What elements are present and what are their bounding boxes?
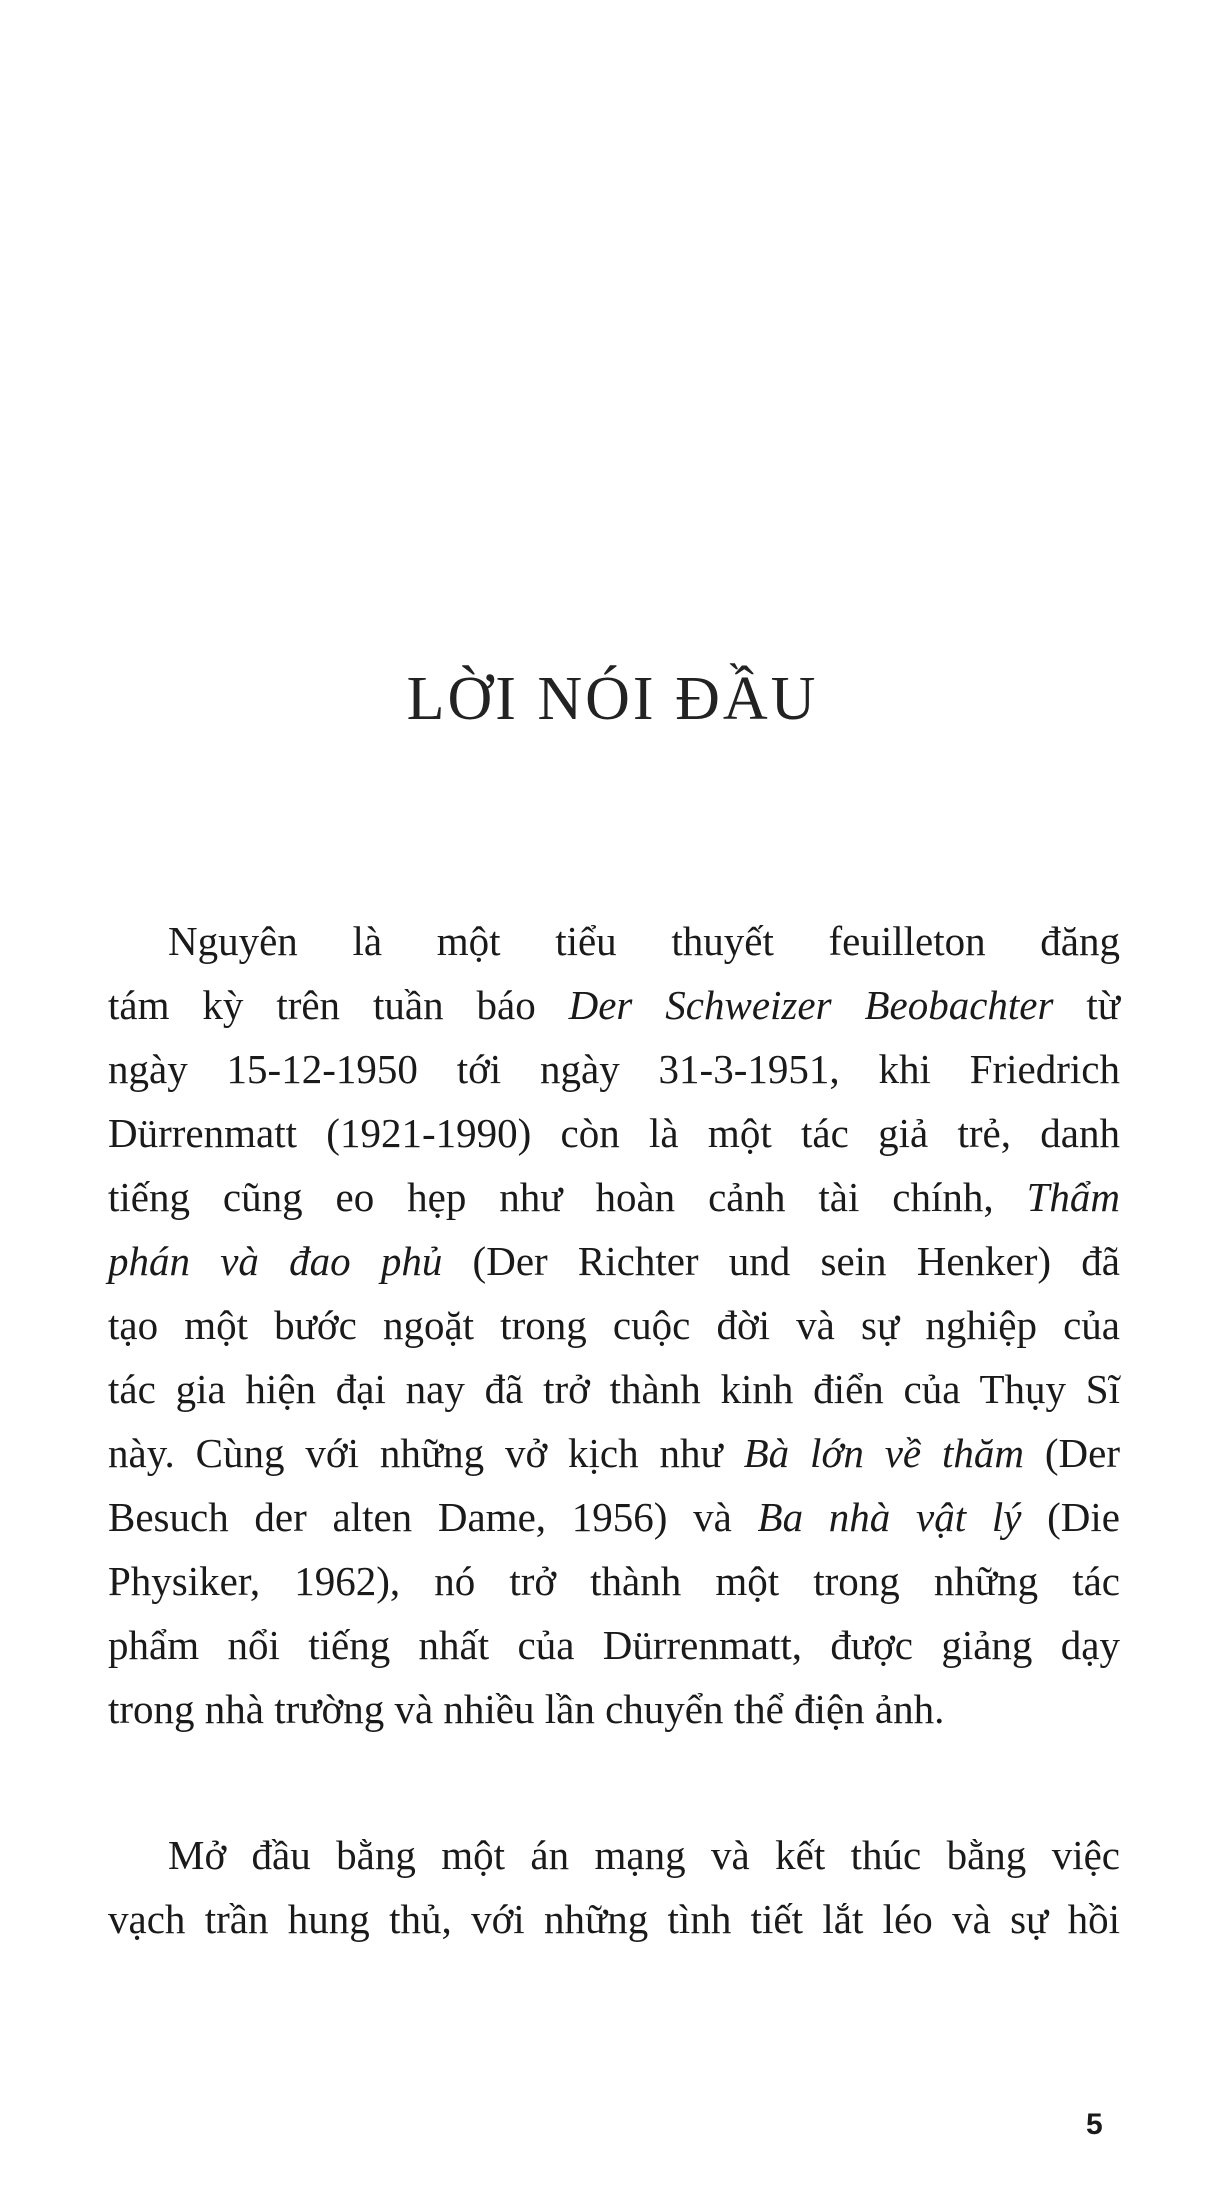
italic-title-text: Thẩm [1026, 1174, 1120, 1220]
italic-title-text: Der Schweizer Beobachter [568, 982, 1054, 1028]
text-segment: này. Cùng với những vở kịch như [108, 1430, 744, 1476]
text-line [108, 1556, 1120, 1606]
text-segment: phẩm nổi tiếng nhất của Dürrenmatt, được giảng dạy [108, 1622, 1120, 1668]
text-line [108, 980, 1120, 1030]
text-segment: trong nhà trường và nhiều lần chuyển thể điện ảnh. [108, 1686, 945, 1732]
text-segment: (Der Richter und sein Henker) đã [442, 1238, 1120, 1284]
text-line [168, 1830, 1120, 1880]
text-line [108, 1492, 1120, 1542]
text-line [108, 1172, 1120, 1222]
text-segment: tiếng cũng eo hẹp như hoàn cảnh tài chính, [108, 1174, 1027, 1220]
text-segment: vạch trần hung thủ, với những tình tiết lắt léo và sự hồi [108, 1896, 1120, 1942]
text-segment: ngày 15-12-1950 tới ngày 31-3-1951, khi Friedrich [108, 1046, 1120, 1092]
text-segment: (Die [1021, 1494, 1120, 1540]
text-line [108, 1300, 1120, 1350]
text-segment: từ [1053, 982, 1120, 1028]
text-line [108, 1044, 1120, 1094]
text-line [108, 1108, 1120, 1158]
page-number: 5 [1086, 2108, 1103, 2141]
text-segment: tác gia hiện đại nay đã trở thành kinh điển của Thụy Sĩ [108, 1366, 1120, 1412]
text-line [108, 1684, 1120, 1734]
text-line [108, 1894, 1120, 1944]
text-segment: tạo một bước ngoặt trong cuộc đời và sự nghiệp của [108, 1302, 1120, 1348]
text-line [168, 916, 1120, 966]
italic-title-text: phán và đao phủ [108, 1238, 443, 1284]
text-line [108, 1236, 1120, 1286]
chapter-title: LỜI NÓI ĐẦU [406, 664, 819, 733]
text-line [108, 1364, 1120, 1414]
text-line [108, 1620, 1120, 1670]
text-segment: Nguyên là một tiểu thuyết feuilleton đăng [168, 918, 1120, 964]
text-segment: Dürrenmatt (1921-1990) còn là một tác giả trẻ, danh [108, 1110, 1120, 1156]
text-segment: Besuch der alten Dame, 1956) và [108, 1494, 758, 1540]
text-segment: Mở đầu bằng một án mạng và kết thúc bằng việc [168, 1832, 1120, 1878]
text-segment: tám kỳ trên tuần báo [108, 982, 569, 1028]
text-line [108, 1428, 1120, 1478]
italic-title-text: Bà lớn về thăm [743, 1430, 1024, 1476]
text-segment: Physiker, 1962), nó trở thành một trong những tác [108, 1558, 1120, 1604]
text-segment: (Der [1024, 1430, 1120, 1476]
italic-title-text: Ba nhà vật lý [757, 1494, 1022, 1540]
